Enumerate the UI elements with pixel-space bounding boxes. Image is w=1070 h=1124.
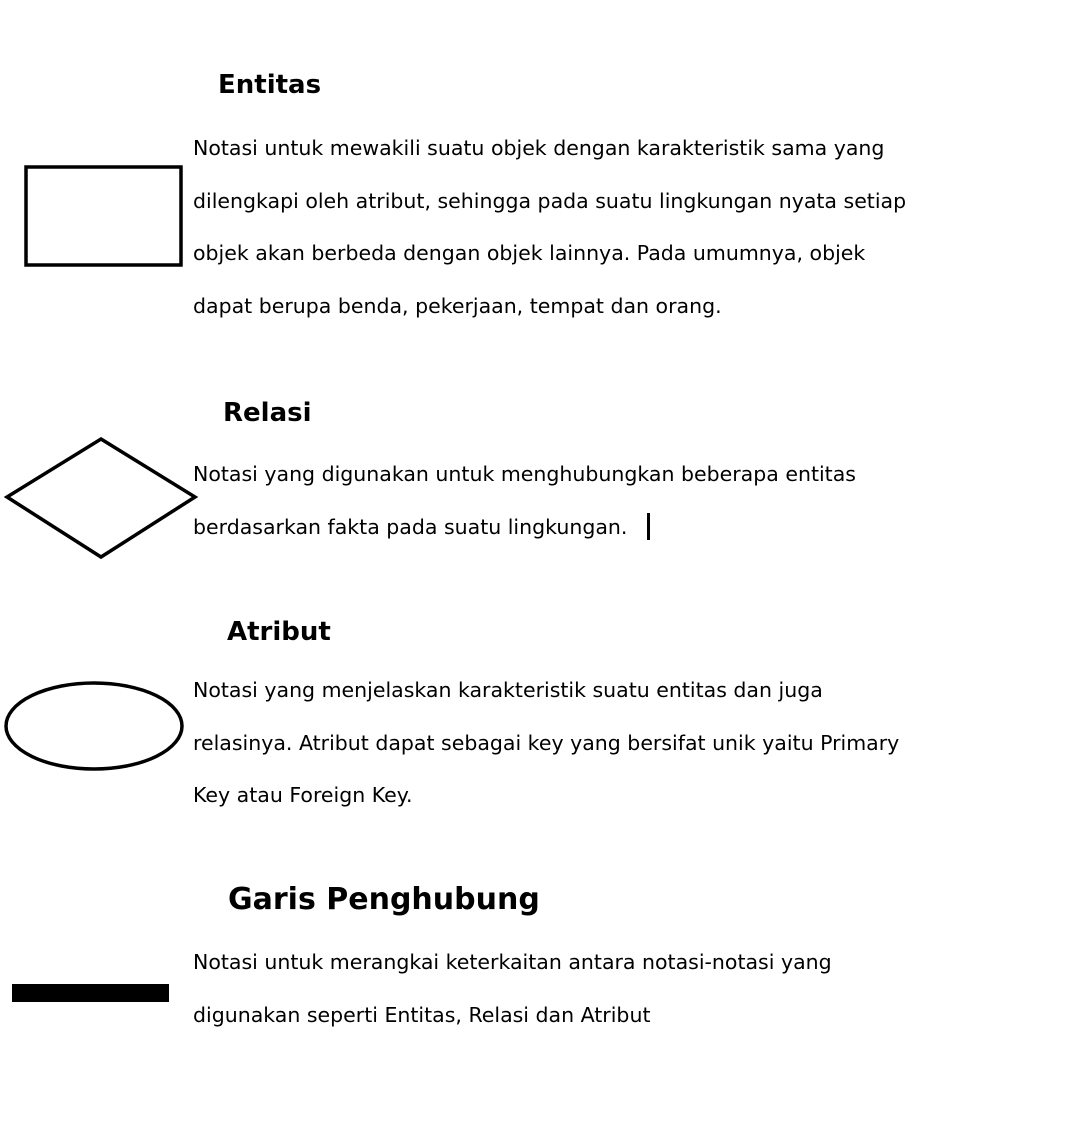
description-line: dilengkapi oleh atribut, sehingga pada suatu lingkungan nyata setiap xyxy=(193,188,907,213)
description-line: berdasarkan fakta pada suatu lingkungan. xyxy=(193,514,628,539)
description-line: relasinya. Atribut dapat sebagai key yang bersifat unik yaitu Primary xyxy=(193,730,900,755)
section-description-atribut xyxy=(193,675,913,833)
description-line: Notasi untuk merangkai keterkaitan antara notasi-notasi yang xyxy=(193,950,832,974)
description-line: Key atau Foreign Key. xyxy=(193,783,413,807)
description-line: Notasi yang menjelaskan karakteristik suatu entitas dan juga xyxy=(193,678,823,702)
section-description-garis-penghubung xyxy=(193,947,913,1052)
ellipse-icon xyxy=(3,680,185,772)
rectangle-icon xyxy=(24,165,184,268)
diamond-icon xyxy=(4,437,198,561)
section-title-relasi: Relasi xyxy=(223,398,312,428)
description-line: dapat berupa benda, pekerjaan, tempat dan orang. xyxy=(193,293,722,318)
section-title-garis-penghubung: Garis Penghubung xyxy=(228,882,540,917)
line-icon xyxy=(12,984,170,1003)
description-line: Notasi yang digunakan untuk menghubungkan beberapa entitas xyxy=(193,462,856,486)
section-title-atribut: Atribut xyxy=(227,617,331,647)
description-line: Notasi untuk mewakili suatu objek dengan karakteristik sama yang xyxy=(193,136,885,160)
description-line: objek akan berbeda dengan objek lainnya. Pada umumnya, objek xyxy=(193,241,866,265)
description-line: digunakan seperti Entitas, Relasi dan Atribut xyxy=(193,1002,651,1027)
section-description-entitas xyxy=(193,133,913,343)
text-cursor xyxy=(647,513,650,540)
section-title-entitas: Entitas xyxy=(218,70,322,100)
section-description-relasi xyxy=(193,459,913,564)
